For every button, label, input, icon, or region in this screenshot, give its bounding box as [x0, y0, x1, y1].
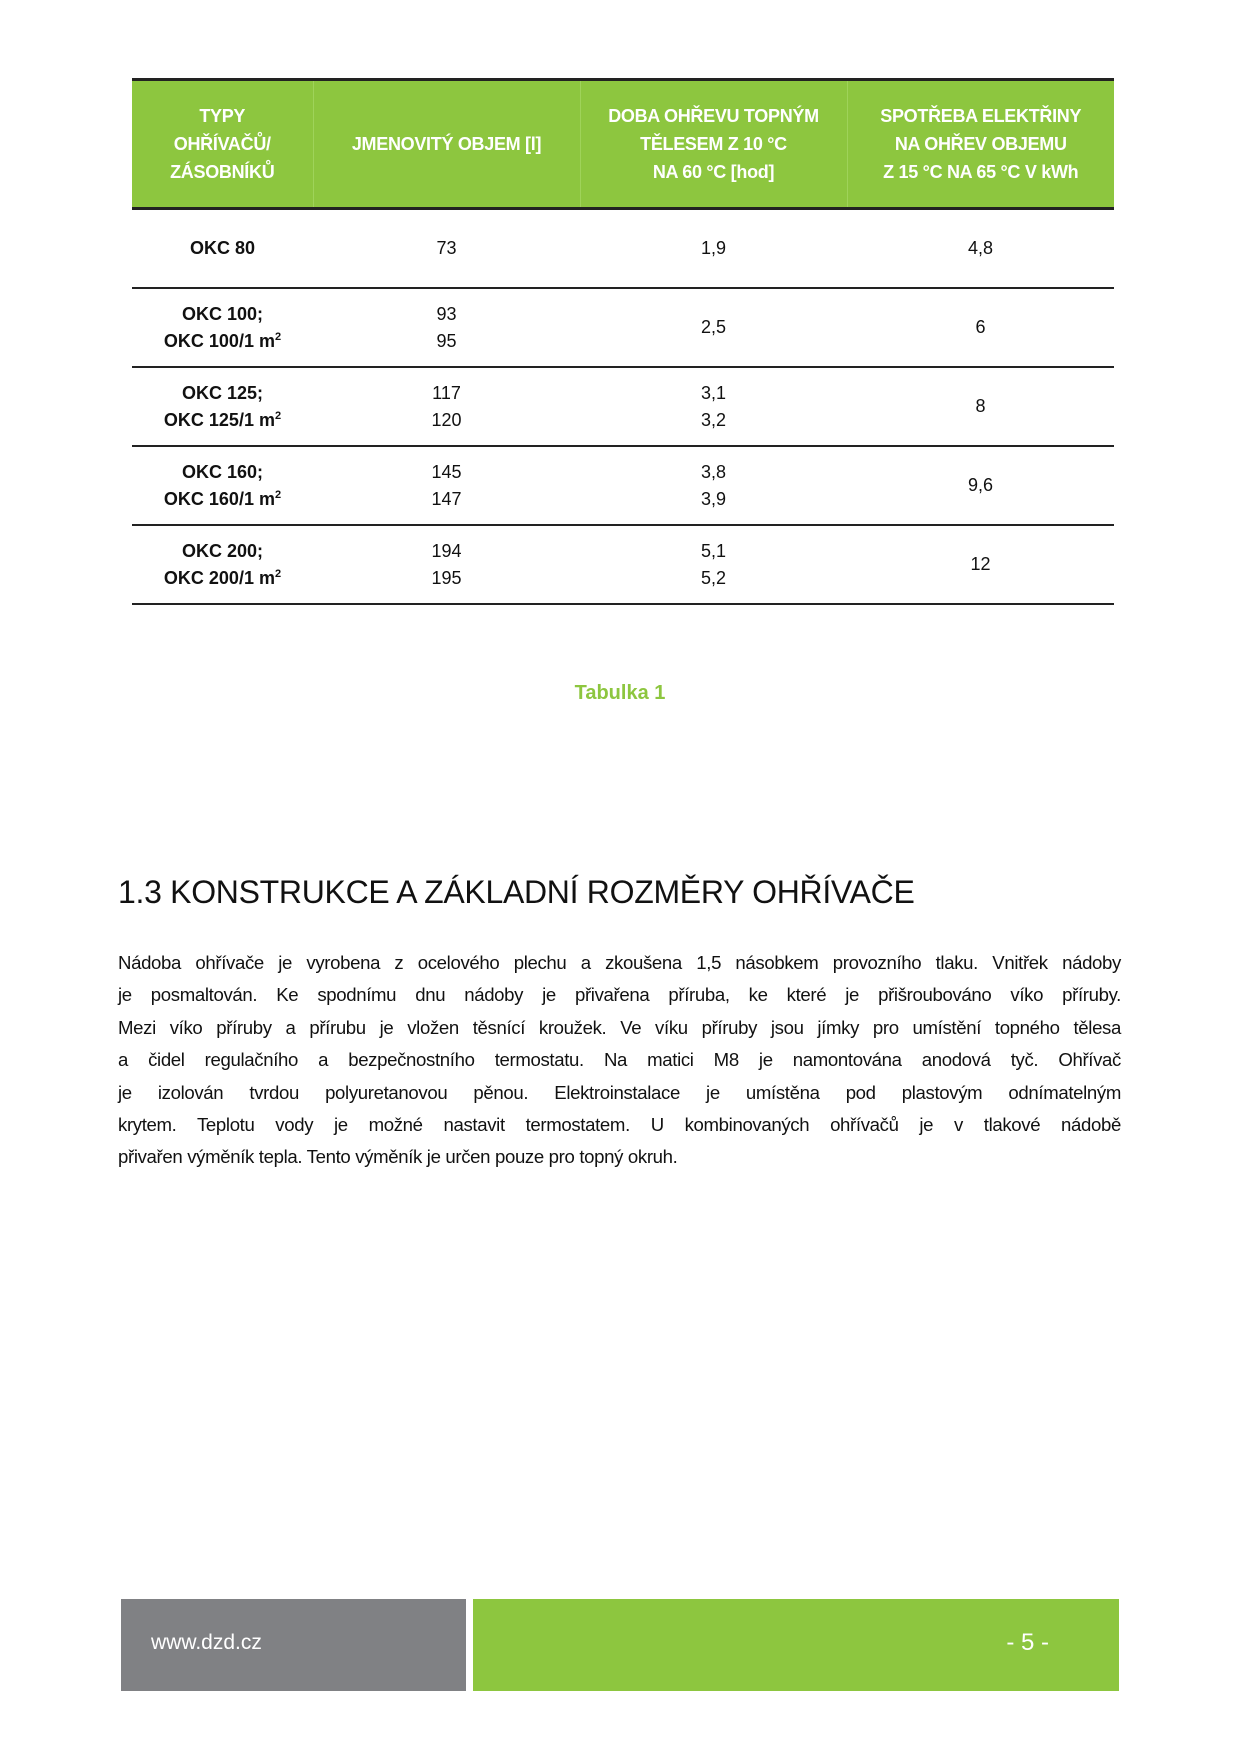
- cell-text: 3,9: [700, 488, 727, 509]
- cell-text: 3,8: [700, 461, 727, 482]
- paragraph-line: Nádoba ohřívače je vyrobena z ocelového plechu a zkoušena 1,5 násobkem provozního tlaku. Vnitřek nádoby: [118, 952, 1121, 973]
- cell-type: [132, 367, 313, 446]
- cell-line: [580, 486, 847, 513]
- header-line: JMENOVITÝ OBJEM [l]: [351, 134, 542, 154]
- superscript: 2: [274, 488, 282, 501]
- cell-line: [313, 380, 580, 407]
- cell-line: [132, 407, 313, 434]
- footer-right: [473, 1599, 1119, 1691]
- cell-energy: 6: [847, 288, 1114, 367]
- cell-heating-time: [580, 367, 847, 446]
- cell-volume: [313, 446, 580, 525]
- cell-heating-time: [580, 525, 847, 604]
- cell-text: OKC 100;: [181, 303, 264, 324]
- cell-volume: [313, 209, 580, 289]
- cell-text: OKC 200;: [181, 540, 264, 561]
- section-paragraph: [118, 947, 1121, 1174]
- cell-volume: [313, 525, 580, 604]
- cell-text: 194: [431, 540, 462, 561]
- table-header-row: [132, 80, 1114, 209]
- cell-text: 3,2: [700, 409, 727, 430]
- cell-line: [580, 459, 847, 486]
- cell-heating-time: [580, 288, 847, 367]
- cell-line: [580, 407, 847, 434]
- cell-line: [313, 328, 580, 355]
- header-line: NA OHŘEV OBJEMU: [894, 134, 1067, 154]
- table-row: [132, 209, 1114, 289]
- paragraph-line: je posmaltován. Ke spodnímu dnu nádoby je přivařena příruba, ke které je přišroubováno víko příruby.: [118, 984, 1121, 1006]
- cell-line: [132, 565, 313, 592]
- cell-line: [132, 328, 313, 355]
- paragraph-line: je izolován tvrdou polyuretanovou pěnou. Elektroinstalace je umístěna pod plastovým odnímatelným: [118, 1081, 1121, 1103]
- header-line: TĚLESEM Z 10 °C: [640, 134, 787, 154]
- cell-type: [132, 288, 313, 367]
- cell-line: [132, 486, 313, 513]
- cell-line: [313, 301, 580, 328]
- cell-text: 93: [436, 303, 457, 324]
- cell-line: [580, 565, 847, 592]
- header-line: DOBA OHŘEVU TOPNÝM: [608, 106, 819, 126]
- cell-text: 5,2: [700, 567, 727, 588]
- cell-line: [313, 538, 580, 565]
- cell-text: 1,9: [700, 238, 727, 258]
- cell-line: [132, 235, 313, 262]
- cell-text: 95: [436, 330, 457, 351]
- footer-url[interactable]: www.dzd.cz: [151, 1631, 262, 1654]
- cell-text: 2,5: [700, 317, 727, 337]
- cell-line: [580, 538, 847, 565]
- paragraph-line: a čidel regulačního a bezpečnostního termostatu. Na matici M8 je namontována anodová tyč. Ohřívač: [118, 1049, 1121, 1071]
- header-energy: [847, 80, 1114, 209]
- header-line: OHŘÍVAČŮ/: [173, 134, 271, 154]
- cell-text: 195: [431, 567, 462, 588]
- cell-volume: [313, 367, 580, 446]
- cell-line: [132, 538, 313, 565]
- cell-line: [580, 380, 847, 407]
- header-line: Z 15 °C NA 65 °C V kWh: [883, 162, 1079, 182]
- page-number: - 5 -: [1006, 1629, 1049, 1656]
- cell-line: [580, 314, 847, 341]
- cell-text: OKC 160/1 m: [163, 488, 275, 509]
- cell-volume: [313, 288, 580, 367]
- cell-text: OKC 200/1 m: [163, 567, 275, 588]
- cell-text: 120: [431, 409, 462, 430]
- cell-text: 145: [431, 461, 462, 482]
- paragraph-line: krytem. Teplotu vody je možné nastavit termostatem. U kombinovaných ohřívačů je v tlakové nádobě: [118, 1114, 1121, 1136]
- cell-energy: 8: [847, 367, 1114, 446]
- table-row: [132, 525, 1114, 604]
- table-row: [132, 288, 1114, 367]
- cell-heating-time: [580, 209, 847, 289]
- cell-energy: 4,8: [847, 209, 1114, 289]
- footer-left: [121, 1599, 466, 1691]
- section-heading: 1.3 KONSTRUKCE A ZÁKLADNÍ ROZMĚRY OHŘÍVAČE: [118, 874, 915, 910]
- cell-line: [313, 486, 580, 513]
- cell-type: [132, 525, 313, 604]
- cell-heating-time: [580, 446, 847, 525]
- cell-text: 5,1: [700, 540, 727, 561]
- cell-line: [313, 565, 580, 592]
- header-line: SPOTŘEBA ELEKTŘINY: [880, 106, 1082, 126]
- cell-text: OKC 100/1 m: [163, 330, 275, 351]
- cell-line: [132, 380, 313, 407]
- cell-text: OKC 160;: [181, 461, 264, 482]
- header-type: [132, 80, 313, 209]
- cell-text: OKC 125/1 m: [163, 409, 275, 430]
- heater-specs-table: [132, 78, 1114, 605]
- cell-line: [132, 459, 313, 486]
- header-line: ZÁSOBNÍKŮ: [170, 162, 275, 182]
- superscript: 2: [274, 330, 282, 343]
- cell-line: [132, 301, 313, 328]
- header-line: TYPY: [199, 106, 246, 126]
- cell-text: 73: [436, 238, 457, 258]
- cell-text: OKC 80: [189, 238, 256, 258]
- cell-type: [132, 446, 313, 525]
- cell-energy: 12: [847, 525, 1114, 604]
- table-row: [132, 446, 1114, 525]
- cell-text: OKC 125;: [181, 382, 264, 403]
- cell-text: 147: [431, 488, 462, 509]
- table-caption: Tabulka 1: [574, 682, 666, 704]
- cell-line: [313, 235, 580, 262]
- header-volume: [313, 80, 580, 209]
- cell-text: 3,1: [700, 382, 727, 403]
- cell-text: 117: [432, 382, 461, 403]
- cell-type: [132, 209, 313, 289]
- superscript: 2: [274, 567, 282, 580]
- paragraph-line: Mezi víko příruby a přírubu je vložen těsnící kroužek. Ve víku příruby jsou jímky pro umístění topného tělesa: [118, 1016, 1121, 1038]
- paragraph-line: přivařen výměník tepla. Tento výměník je určen pouze pro topný okruh.: [118, 1146, 678, 1168]
- superscript: 2: [274, 409, 282, 422]
- cell-line: [313, 407, 580, 434]
- cell-energy: 9,6: [847, 446, 1114, 525]
- header-heating-time: [580, 80, 847, 209]
- table-row: [132, 367, 1114, 446]
- header-line: NA 60 °C [hod]: [652, 162, 775, 182]
- cell-line: [580, 235, 847, 262]
- cell-line: [313, 459, 580, 486]
